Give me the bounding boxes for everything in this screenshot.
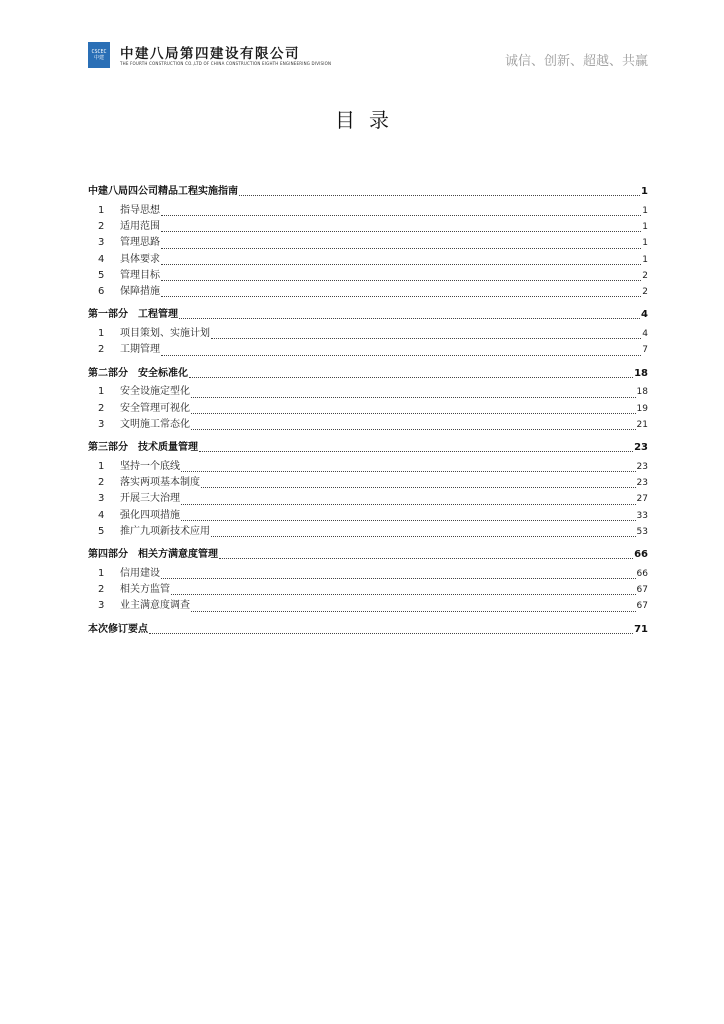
- toc-item-entry[interactable]: [88, 491, 648, 507]
- toc-item-text: 信用建设: [120, 567, 160, 579]
- toc-item-label: [98, 582, 170, 598]
- toc-page-number: 1: [642, 254, 648, 265]
- toc-leader-dots: [181, 519, 636, 521]
- toc-leader-dots: [189, 376, 633, 378]
- toc-leader-dots: [171, 593, 636, 595]
- toc-section-entry[interactable]: [88, 308, 648, 322]
- toc-page-number: 18: [636, 387, 648, 398]
- toc-item-entry[interactable]: [88, 203, 648, 219]
- toc-item-number: 1: [98, 204, 105, 216]
- toc-item-text: 管理目标: [120, 269, 160, 281]
- toc-item-label: [98, 342, 160, 358]
- toc-page-number: 4: [642, 329, 648, 340]
- toc-item-text: 适用范围: [120, 221, 160, 233]
- toc-item-entry[interactable]: [88, 342, 648, 358]
- toc-item-number: 4: [98, 509, 105, 521]
- toc-section-entry[interactable]: [88, 548, 648, 562]
- toc-item-label: [98, 491, 180, 507]
- toc-page-number: 19: [636, 403, 648, 414]
- toc-page-number: 1: [642, 238, 648, 249]
- toc-item-text: 强化四项措施: [120, 509, 180, 521]
- toc-item-label: [98, 252, 160, 268]
- toc-leader-dots: [191, 610, 636, 612]
- toc-item-entry[interactable]: [88, 417, 648, 433]
- toc-item-text: 安全管理可视化: [120, 402, 190, 414]
- toc-leader-dots: [191, 428, 636, 430]
- toc-section-label: 第一部分 工程管理: [88, 309, 178, 321]
- toc-leader-dots: [181, 503, 636, 505]
- toc-item-entry[interactable]: [88, 284, 648, 300]
- toc-page-number: 53: [636, 526, 648, 537]
- toc-page-number: 2: [642, 286, 648, 297]
- toc-item-label: [98, 401, 190, 417]
- toc-leader-dots: [161, 214, 641, 216]
- toc-item-text: 具体要求: [120, 253, 160, 265]
- toc-page-number: 23: [636, 478, 648, 489]
- toc-leader-dots: [149, 632, 633, 634]
- toc-page-number: 1: [642, 222, 648, 233]
- page-title: 目录: [335, 108, 403, 132]
- toc-item-entry[interactable]: [88, 268, 648, 284]
- toc-page-number: 23: [634, 442, 648, 454]
- company-slogan: 诚信、创新、超越、共赢: [504, 54, 648, 69]
- toc-page-number: 71: [634, 623, 648, 635]
- toc-item-entry[interactable]: [88, 401, 648, 417]
- toc-item-number: 2: [98, 402, 105, 414]
- toc-leader-dots: [179, 317, 640, 319]
- toc-leader-dots: [239, 194, 640, 196]
- toc-item-entry[interactable]: [88, 524, 648, 540]
- toc-item-entry[interactable]: [88, 326, 648, 342]
- toc-page-number: 66: [636, 568, 648, 579]
- toc-section-entry[interactable]: [88, 367, 648, 381]
- toc-item-number: 1: [98, 461, 105, 473]
- toc-item-number: 2: [98, 477, 105, 489]
- toc-leader-dots: [161, 354, 641, 356]
- toc-item-entry[interactable]: [88, 566, 648, 582]
- toc-item-number: 2: [98, 584, 105, 596]
- toc-item-label: [98, 219, 160, 235]
- toc-item-entry[interactable]: [88, 582, 648, 598]
- toc-item-entry[interactable]: [88, 252, 648, 268]
- toc-item-label: [98, 598, 190, 614]
- toc-item-text: 开展三大治理: [120, 493, 180, 505]
- toc-leader-dots: [161, 577, 636, 579]
- toc-page-number: 27: [636, 494, 648, 505]
- toc-item-number: 1: [98, 386, 105, 398]
- toc-page-number: 21: [636, 419, 648, 430]
- toc-item-entry[interactable]: [88, 459, 648, 475]
- toc-item-label: [98, 475, 200, 491]
- toc-item-text: 安全设施定型化: [120, 386, 190, 398]
- toc-section-label: 第四部分 相关方满意度管理: [88, 549, 218, 560]
- toc-leader-dots: [161, 279, 641, 281]
- company-name-en: THE FOURTH CONSTRUCTION CO.,LTD OF CHINA CONSTRUCTION EIGHTH ENGINEERING DIVISION: [120, 61, 332, 66]
- toc-item-text: 坚持一个底线: [120, 461, 180, 473]
- toc-page-number: 67: [636, 601, 648, 612]
- toc-item-number: 1: [98, 567, 105, 579]
- toc-item-number: 6: [98, 285, 105, 297]
- toc-item-entry[interactable]: [88, 235, 648, 251]
- toc-item-entry[interactable]: [88, 508, 648, 524]
- toc-leader-dots: [211, 535, 636, 537]
- toc-section-label: 第二部分 安全标准化: [88, 367, 188, 379]
- toc-section-label: 本次修订要点: [88, 623, 148, 635]
- logo-text-top: CSCEC: [91, 49, 107, 55]
- table-of-contents: [88, 185, 648, 637]
- toc-page-number: 2: [642, 270, 648, 281]
- toc-leader-dots: [219, 557, 633, 559]
- toc-section-label: 第三部分 技术质量管理: [88, 442, 198, 454]
- toc-item-label: [98, 417, 190, 433]
- toc-leader-dots: [161, 247, 641, 249]
- logo-text-bottom: 中建: [93, 55, 104, 61]
- toc-leader-dots: [191, 396, 636, 398]
- page-header: [88, 40, 648, 74]
- toc-page-number: 7: [642, 345, 648, 356]
- toc-item-text: 业主满意度调查: [120, 600, 190, 612]
- toc-page-number: 66: [634, 549, 648, 560]
- toc-page-number: 4: [641, 309, 648, 321]
- toc-item-number: 3: [98, 418, 105, 430]
- toc-item-text: 管理思路: [120, 237, 160, 249]
- toc-item-label: [98, 235, 160, 251]
- toc-leader-dots: [199, 450, 633, 452]
- toc-item-text: 落实两项基本制度: [120, 477, 200, 489]
- toc-leader-dots: [161, 295, 641, 297]
- toc-section-label: 中建八局四公司精品工程实施指南: [88, 186, 238, 197]
- toc-section-entry[interactable]: [88, 623, 648, 637]
- toc-item-label: [98, 284, 160, 300]
- toc-page-number: 33: [636, 510, 648, 521]
- toc-item-text: 保障措施: [120, 285, 160, 297]
- toc-item-text: 相关方监管: [120, 584, 170, 596]
- toc-item-number: 3: [98, 493, 105, 505]
- toc-item-number: 1: [98, 328, 105, 340]
- toc-item-label: [98, 566, 160, 582]
- toc-section-entry[interactable]: [88, 441, 648, 455]
- toc-item-label: [98, 268, 160, 284]
- toc-item-text: 指导思想: [120, 204, 160, 216]
- toc-item-label: [98, 508, 180, 524]
- toc-section-entry[interactable]: [88, 185, 648, 199]
- toc-page-number: 1: [642, 205, 648, 216]
- toc-page-number: 18: [634, 367, 648, 379]
- toc-item-number: 3: [98, 237, 105, 249]
- toc-item-label: [98, 326, 210, 342]
- toc-page-number: 67: [636, 585, 648, 596]
- toc-item-label: [98, 459, 180, 475]
- toc-item-number: 5: [98, 525, 105, 537]
- toc-item-entry[interactable]: [88, 385, 648, 401]
- toc-leader-dots: [161, 263, 641, 265]
- toc-leader-dots: [161, 230, 641, 232]
- toc-leader-dots: [181, 470, 636, 472]
- toc-item-entry[interactable]: [88, 219, 648, 235]
- toc-leader-dots: [201, 486, 636, 488]
- toc-page-number: 1: [641, 186, 648, 197]
- toc-item-number: 2: [98, 344, 105, 356]
- toc-item-number: 4: [98, 253, 105, 265]
- company-logo: [88, 42, 110, 68]
- toc-item-number: 5: [98, 269, 105, 281]
- toc-page-number: 23: [636, 462, 648, 473]
- toc-item-number: 3: [98, 600, 105, 612]
- toc-item-text: 文明施工常态化: [120, 418, 190, 430]
- toc-item-text: 项目策划、实施计划: [120, 328, 210, 340]
- toc-item-entry[interactable]: [88, 598, 648, 614]
- toc-item-label: [98, 524, 210, 540]
- toc-item-text: 推广九项新技术应用: [120, 525, 210, 537]
- toc-item-number: 2: [98, 221, 105, 233]
- toc-item-label: [98, 203, 160, 219]
- toc-item-entry[interactable]: [88, 475, 648, 491]
- toc-item-label: [98, 384, 190, 400]
- company-name-cn: 中建八局第四建设有限公司: [120, 46, 300, 62]
- toc-item-text: 工期管理: [120, 344, 160, 356]
- toc-leader-dots: [191, 412, 636, 414]
- toc-leader-dots: [211, 337, 641, 339]
